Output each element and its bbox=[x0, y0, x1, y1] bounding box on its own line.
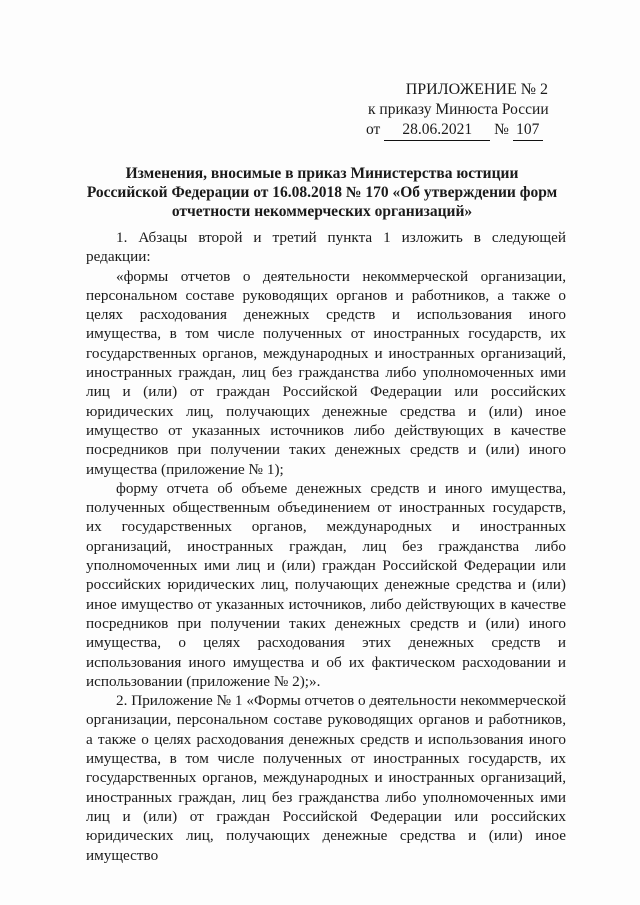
title-line-1: Изменения, вносимые в приказ Министерства юстиции bbox=[125, 165, 519, 182]
number-label: № bbox=[494, 121, 509, 138]
paragraph-3: форму отчета об объеме денежных средств и иного имущества, полученных общественным объединением от иностранных государств, их государственных органов, международных и иностранных организаций, иностранных граждан, лиц без гражданства либо уполномоченных ими лиц и (или) граждан Российской Федерации или российских юридических лиц, получающих денежные средства и (или) иное имущество от указанных источников, либо действующих в качестве посредников при получении таких денежных средств и (или) иного имущества, о целях расходования этих денежных средств и использования иного имущества и об их фактическом расходовании и использовании (приложение № 2);». bbox=[86, 479, 566, 690]
title-line-2: Российской Федерации от 16.08.2018 № 170 «Об утверждении форм bbox=[86, 184, 558, 201]
document-body bbox=[86, 228, 566, 865]
order-reference: к приказу Минюста России bbox=[368, 101, 549, 118]
paragraph-4: 2. Приложение № 1 «Формы отчетов о деятельности некоммерческой организации, персональном составе руководящих органов и работников, а также о целях расходования денежных средств и использования иного имущества, в том числе полученных от иностранных государств, их государственных органов, международных и иностранных организаций, иностранных граждан, лиц без гражданства либо уполномоченных ими лиц и (или) от граждан Российской Федерации или российских юридических лиц, получающих денежные средства и (или) иное имущество bbox=[86, 692, 566, 864]
appendix-header bbox=[366, 80, 556, 141]
order-date: 28.06.2021 bbox=[384, 120, 490, 141]
from-label: от bbox=[366, 121, 381, 138]
title-line-3: отчетности некоммерческих организаций» bbox=[171, 203, 473, 220]
order-number: 107 bbox=[513, 120, 543, 141]
document-title bbox=[60, 164, 584, 221]
paragraph-1: 1. Абзацы второй и третий пункта 1 изложить в следующей редакции: bbox=[86, 229, 566, 266]
paragraph-2: «формы отчетов о деятельности некоммерческой организации, персональном составе руководящих органов и работников, а также о целях расходования денежных средств и использования иного имущества, в том числе полученных от иностранных государств, их государственных органов, международных и иностранных организаций, иностранных граждан, лиц без гражданства либо уполномоченных ими лиц и (или) от граждан Российской Федерации или российских юридических лиц, получающих денежные средства и (или) иное имущество от указанных источников либо действующих в качестве посредников при получении таких денежных средств и (или) иного имущества (приложение № 1); bbox=[86, 267, 566, 478]
order-date-number bbox=[366, 120, 556, 141]
appendix-label: ПРИЛОЖЕНИЕ № 2 bbox=[405, 81, 548, 98]
